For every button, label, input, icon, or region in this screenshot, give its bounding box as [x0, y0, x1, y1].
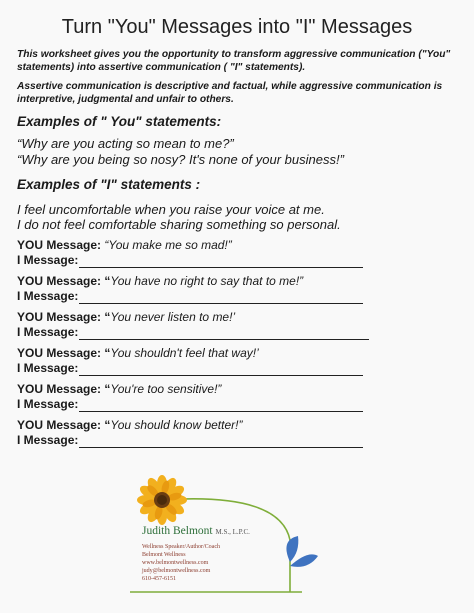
- you-message-open-quote: “: [104, 310, 111, 324]
- you-message-open-quote: “: [104, 346, 111, 360]
- author-email: judy@belmontwellness.com: [142, 568, 211, 574]
- you-message-open-quote: “: [104, 418, 111, 432]
- i-examples-heading: Examples of "I" statements :: [17, 177, 201, 192]
- you-message-label: YOU Message:: [17, 238, 102, 252]
- i-message-label: I Message:: [17, 433, 79, 447]
- you-message-open-quote: “: [104, 274, 111, 288]
- i-message-label: I Message:: [17, 361, 79, 375]
- you-message-text: You shouldn't feel that way!’: [110, 346, 259, 360]
- you-message-open-quote: “: [104, 382, 111, 396]
- you-message-label: YOU Message:: [17, 310, 102, 324]
- exercise-item: [17, 418, 467, 448]
- you-message-line: [17, 310, 467, 325]
- author-logo-card: [130, 470, 330, 602]
- i-message-label: I Message:: [17, 397, 79, 411]
- author-website: www.belmontwellness.com: [142, 560, 209, 566]
- i-example-1: I feel uncomfortable when you raise your voice at me.: [17, 202, 325, 217]
- i-message-line: [17, 397, 467, 412]
- intro-paragraph-1: This worksheet gives you the opportunity to transform aggressive communication ("You" statements) into assertive communication ( "I" statements).: [17, 49, 451, 73]
- page-title: Turn "You" Messages into "I" Messages: [61, 16, 413, 38]
- author-name: [142, 525, 250, 537]
- i-message-label: I Message:: [17, 325, 79, 339]
- author-name-text: Judith Belmont: [142, 525, 213, 537]
- author-title: Wellness Speaker/Author/Coach: [142, 544, 220, 550]
- i-message-blank-field[interactable]: [79, 400, 363, 412]
- exercise-item: [17, 382, 467, 412]
- you-example-1: “Why are you acting so mean to me?”: [17, 136, 234, 151]
- i-message-line: [17, 289, 467, 304]
- exercise-item: [17, 346, 467, 376]
- i-message-blank-field[interactable]: [79, 436, 363, 448]
- i-message-blank-field[interactable]: [79, 256, 363, 268]
- you-message-label: YOU Message:: [17, 382, 102, 396]
- intro-paragraph-2: Assertive communication is descriptive and factual, while aggressive communication is interpretive, judgmental and unfair to others.: [17, 81, 443, 105]
- i-message-label: I Message:: [17, 289, 79, 303]
- author-phone: 610-457-6151: [142, 576, 176, 582]
- you-message-line: [17, 418, 467, 433]
- i-message-line: [17, 253, 467, 268]
- exercise-item: [17, 274, 467, 304]
- you-message-line: [17, 238, 467, 253]
- i-message-blank-field[interactable]: [79, 364, 363, 376]
- you-examples-heading: Examples of " You" statements:: [17, 114, 222, 129]
- sunflower-icon: [137, 475, 187, 525]
- i-message-line: [17, 433, 467, 448]
- i-message-blank-field[interactable]: [79, 328, 369, 340]
- you-message-text: You never listen to me!’: [110, 310, 236, 324]
- author-credentials: M.S., L.P.C.: [215, 528, 250, 536]
- exercise-item: [17, 310, 467, 340]
- exercise-item: [17, 238, 467, 268]
- i-message-label: I Message:: [17, 253, 79, 267]
- i-message-line: [17, 325, 467, 340]
- you-message-label: YOU Message:: [17, 418, 102, 432]
- you-message-line: [17, 346, 467, 361]
- you-example-2: “Why are you being so nosy? It's none of your business!”: [17, 152, 344, 167]
- you-message-line: [17, 274, 467, 289]
- you-message-label: YOU Message:: [17, 274, 102, 288]
- you-message-line: [17, 382, 467, 397]
- leaf-icon: [286, 536, 298, 562]
- i-message-line: [17, 361, 467, 376]
- author-company: Belmont Wellness: [142, 552, 186, 558]
- you-message-text: “You make me so mad!”: [104, 238, 232, 252]
- you-message-text: You have no right to say that to me!”: [110, 274, 304, 288]
- i-message-blank-field[interactable]: [79, 292, 363, 304]
- you-message-text: You should know better!”: [110, 418, 243, 432]
- i-example-2: I do not feel comfortable sharing something so personal.: [17, 217, 341, 232]
- you-message-label: YOU Message:: [17, 346, 102, 360]
- you-message-text: You're too sensitive!”: [110, 382, 222, 396]
